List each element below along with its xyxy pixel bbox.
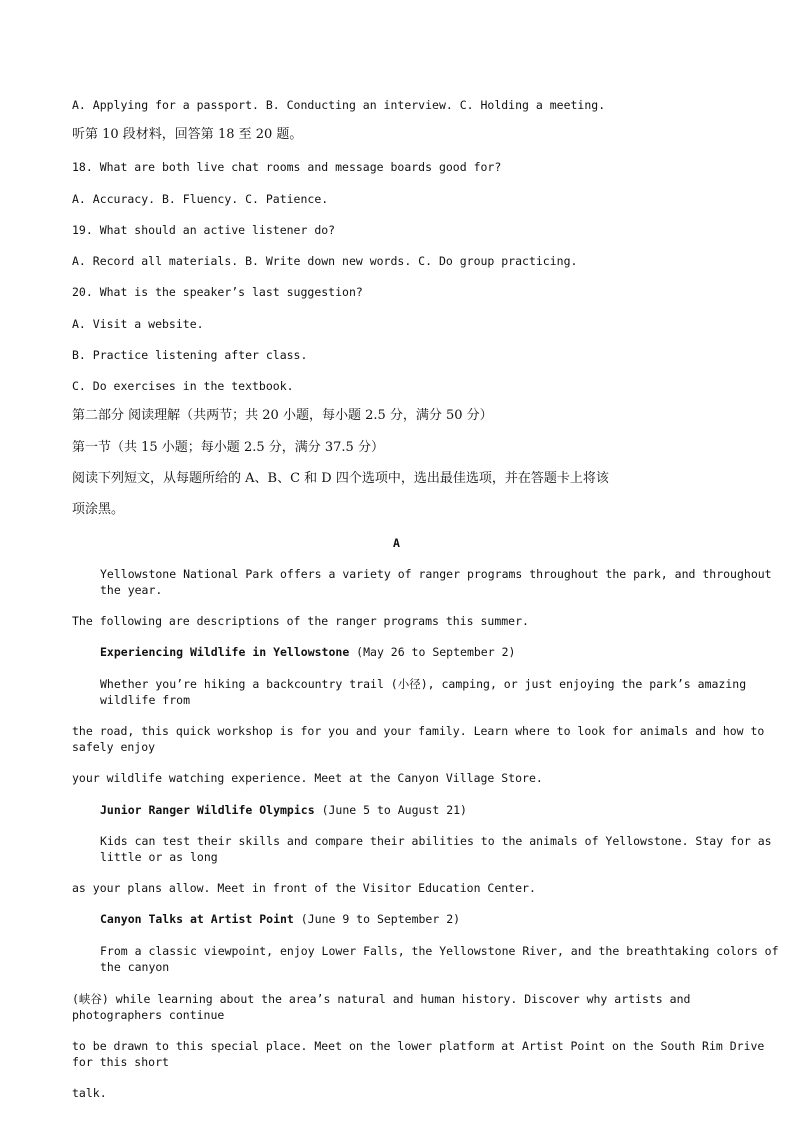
q20-option-a: A. Visit a website. [72, 317, 204, 331]
instruction-line-1: 阅读下列短文，从每题所给的 A、B、C 和 D 四个选项中，选出最佳选项，并在答题卡上将该 [72, 471, 609, 486]
section10-instruction: 听第 10 段材料，回答第 18 至 20 题。 [72, 127, 303, 142]
part2-title: 第二部分 阅读理解（共两节；共 20 小题，每小题 2.5 分，满分 50 分） [72, 408, 493, 423]
q18-options: A. Accuracy. B. Fluency. C. Patience. [72, 192, 329, 206]
passage-intro-2: The following are descriptions of the ranger programs this summer. [72, 614, 529, 628]
program-1-dates: (May 26 to September 2) [349, 645, 516, 659]
program-3-line-1: From a classic viewpoint, enjoy Lower Falls, the Yellowstone River, and the breathtaking colors of the canyon [100, 944, 779, 974]
question-20: 20. What is the speaker’s last suggestion? [72, 285, 363, 299]
program-1-title: Experiencing Wildlife in Yellowstone [100, 645, 350, 659]
q20-option-b: B. Practice listening after class. [72, 348, 308, 362]
program-3-title: Canyon Talks at Artist Point [100, 912, 294, 926]
instruction-line-2: 项涂黑。 [72, 502, 125, 517]
program-3-line-2: (峡谷) while learning about the area’s natural and human history. Discover why artists and photographers continue [72, 992, 691, 1022]
question-19: 19. What should an active listener do? [72, 223, 336, 237]
program-3-line-4: talk. [72, 1086, 107, 1100]
program-3-line-3: to be drawn to this special place. Meet on the lower platform at Artist Point on the South Rim Drive for this short [72, 1039, 765, 1069]
passage-intro: Yellowstone National Park offers a variety of ranger programs throughout the park, and throughout the year. [100, 567, 772, 597]
program-3-dates: (June 9 to September 2) [293, 912, 461, 926]
q20-option-c: C. Do exercises in the textbook. [72, 379, 294, 393]
q17-options: A. Applying for a passport. B. Conducting an interview. C. Holding a meeting. [72, 98, 606, 112]
q19-options: A. Record all materials. B. Write down new words. C. Do group practicing. [72, 254, 578, 268]
passage-label: A [393, 536, 400, 550]
program-2-heading [100, 803, 467, 817]
program-2-dates: (June 5 to August 21) [314, 803, 467, 817]
program-1-line-3: your wildlife watching experience. Meet at the Canyon Village Store. [72, 771, 543, 785]
program-2-line-2: as your plans allow. Meet in front of the Visitor Education Center. [72, 881, 536, 895]
part2-section1: 第一节（共 15 小题；每小题 2.5 分，满分 37.5 分） [72, 440, 384, 455]
program-2-line-1: Kids can test their skills and compare their abilities to the animals of Yellowstone. Stay for as little or as long [100, 834, 772, 864]
program-1-line-1: Whether you’re hiking a backcountry trail (小径), camping, or just enjoying the park’s amazing wildlife from [100, 677, 747, 707]
program-1-line-2: the road, this quick workshop is for you and your family. Learn where to look for animals and how to safely enjoy [72, 724, 765, 754]
program-2-title: Junior Ranger Wildlife Olympics [100, 803, 315, 817]
program-1-heading [100, 645, 515, 659]
question-18: 18. What are both live chat rooms and message boards good for? [72, 160, 502, 174]
program-3-heading [100, 912, 460, 926]
